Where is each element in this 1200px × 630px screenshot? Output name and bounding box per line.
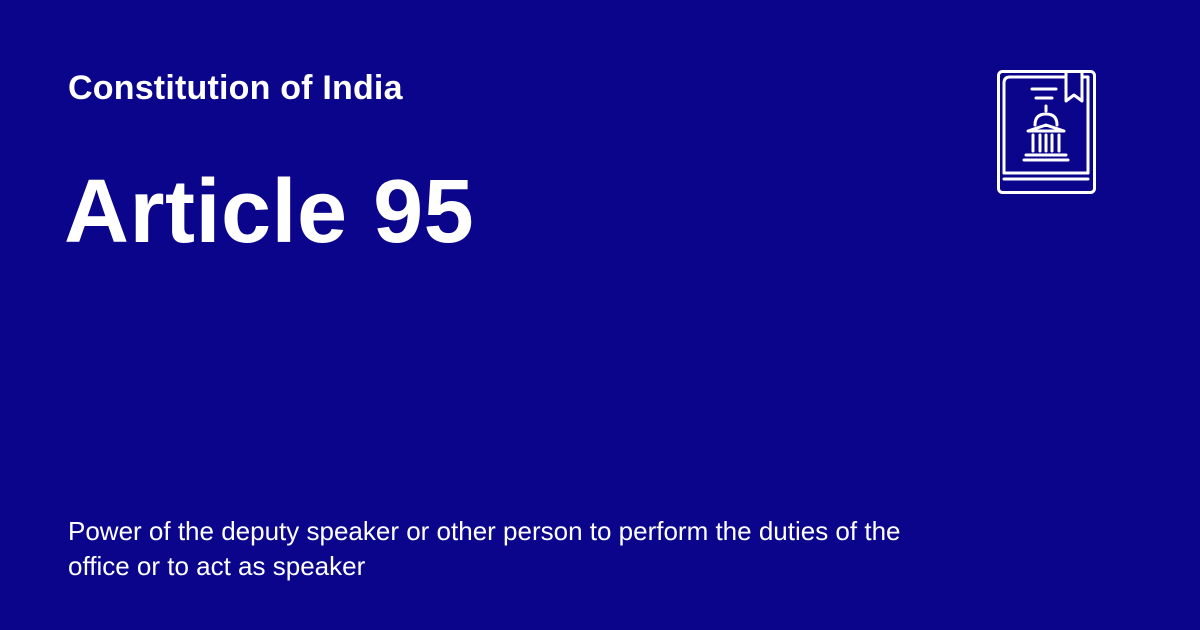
article-description: Power of the deputy speaker or other person to perform the duties of the office or to act as speaker bbox=[68, 516, 901, 581]
constitution-book-icon bbox=[996, 69, 1098, 195]
site-subtitle: Constitution of India bbox=[68, 69, 403, 107]
article-title: Article 95 bbox=[64, 162, 475, 262]
